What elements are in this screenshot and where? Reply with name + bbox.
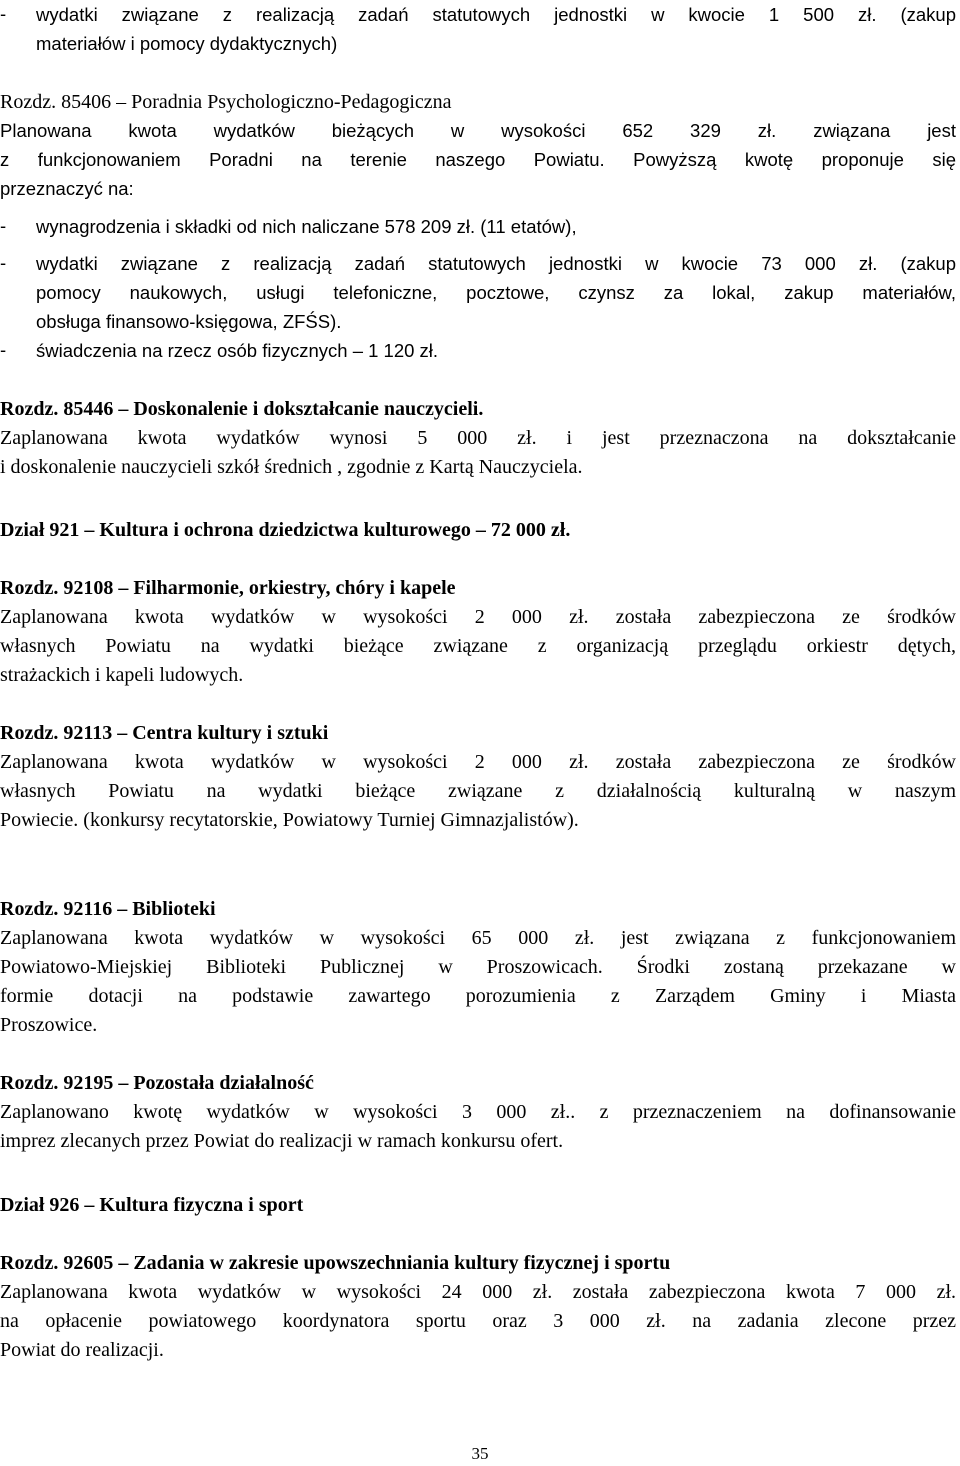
section-heading: Rozdz. 92605 – Zadania w zakresie upowszechniania kultury fizycznej i sportu xyxy=(0,1252,671,1274)
text-line: Zaplanowana kwota wydatków wynosi 5 000 zł. i jest przeznaczona na dokształcanie xyxy=(0,427,956,449)
text-line: Powiat do realizacji. xyxy=(0,1339,164,1361)
text-line: pomocy naukowych, usługi telefoniczne, pocztowe, czynsz za lokal, zakup materiałów, xyxy=(36,282,956,303)
section-heading: Rozdz. 92195 – Pozostała działalność xyxy=(0,1072,314,1094)
text-line: strażackich i kapeli ludowych. xyxy=(0,664,244,686)
list-dash: - xyxy=(0,215,7,236)
text-line: wydatki związane z realizacją zadań statutowych jednostki w kwocie 1 500 zł. (zakup xyxy=(36,4,956,25)
text-line: Zaplanowana kwota wydatków w wysokości 2 000 zł. została zabezpieczona ze środków xyxy=(0,751,956,773)
text-line: materiałów i pomocy dydaktycznych) xyxy=(36,33,338,54)
text-line: Zaplanowana kwota wydatków w wysokości 65 000 zł. jest związana z funkcjonowaniem xyxy=(0,927,956,949)
text-line: imprez zlecanych przez Powiat do realizacji w ramach konkursu ofert. xyxy=(0,1130,564,1152)
section-heading: Rozdz. 85446 – Doskonalenie i dokształcanie nauczycieli. xyxy=(0,398,484,420)
text-line: Zaplanowano kwotę wydatków w wysokości 3 000 zł.. z przeznaczeniem na dofinansowanie xyxy=(0,1101,956,1123)
division-heading: Dział 921 – Kultura i ochrona dziedzictwa kulturowego – 72 000 zł. xyxy=(0,519,571,541)
text-line: własnych Powiatu na wydatki bieżące związane z organizacją przeglądu orkiestr dętych, xyxy=(0,635,956,657)
list-dash: - xyxy=(0,339,7,360)
section-heading: Rozdz. 85406 – Poradnia Psychologiczno-Pedagogiczna xyxy=(0,91,452,113)
section-heading: Rozdz. 92116 – Biblioteki xyxy=(0,898,216,920)
text-line: formie dotacji na podstawie zawartego porozumienia z Zarządem Gminy i Miasta xyxy=(0,985,956,1007)
section-heading: Rozdz. 92113 – Centra kultury i sztuki xyxy=(0,722,329,744)
text-line: na opłacenie powiatowego koordynatora sportu oraz 3 000 zł. na zadania zlecone przez xyxy=(0,1310,956,1332)
text-line: obsługa finansowo-księgowa, ZFŚS). xyxy=(36,311,342,332)
text-line: Zaplanowana kwota wydatków w wysokości 24 000 zł. została zabezpieczona kwota 7 000 zł. xyxy=(0,1281,956,1303)
text-line: Zaplanowana kwota wydatków w wysokości 2 000 zł. została zabezpieczona ze środków xyxy=(0,606,956,628)
page-number: 35 xyxy=(471,1444,489,1463)
text-line: Powiecie. (konkursy recytatorskie, Powiatowy Turniej Gimnazjalistów). xyxy=(0,809,579,831)
text-line: i doskonalenie nauczycieli szkół średnich , zgodnie z Kartą Nauczyciela. xyxy=(0,456,583,478)
list-dash: - xyxy=(0,3,7,24)
section-heading: Rozdz. 92108 – Filharmonie, orkiestry, chóry i kapele xyxy=(0,577,456,599)
text-line: Proszowice. xyxy=(0,1014,98,1036)
list-item: wynagrodzenia i składki od nich naliczane 578 209 zł. (11 etatów), xyxy=(36,216,577,237)
text-line: Planowana kwota wydatków bieżących w wysokości 652 329 zł. związana jest xyxy=(0,120,956,141)
list-dash: - xyxy=(0,252,7,273)
list-item: świadczenia na rzecz osób fizycznych – 1 120 zł. xyxy=(36,340,439,361)
text-line: przeznaczyć na: xyxy=(0,178,134,199)
text-line: Powiatowo-Miejskiej Biblioteki Publicznej w Proszowicach. Środki zostaną przekazane w xyxy=(0,956,956,978)
list-item: wydatki związane z realizacją zadań statutowych jednostki w kwocie 73 000 zł. (zakup xyxy=(36,253,956,274)
division-heading: Dział 926 – Kultura fizyczna i sport xyxy=(0,1194,304,1216)
text-line: z funkcjonowaniem Poradni na terenie naszego Powiatu. Powyższą kwotę proponuje się xyxy=(0,149,956,170)
text-line: własnych Powiatu na wydatki bieżące związane z działalnością kulturalną w naszym xyxy=(0,780,956,802)
